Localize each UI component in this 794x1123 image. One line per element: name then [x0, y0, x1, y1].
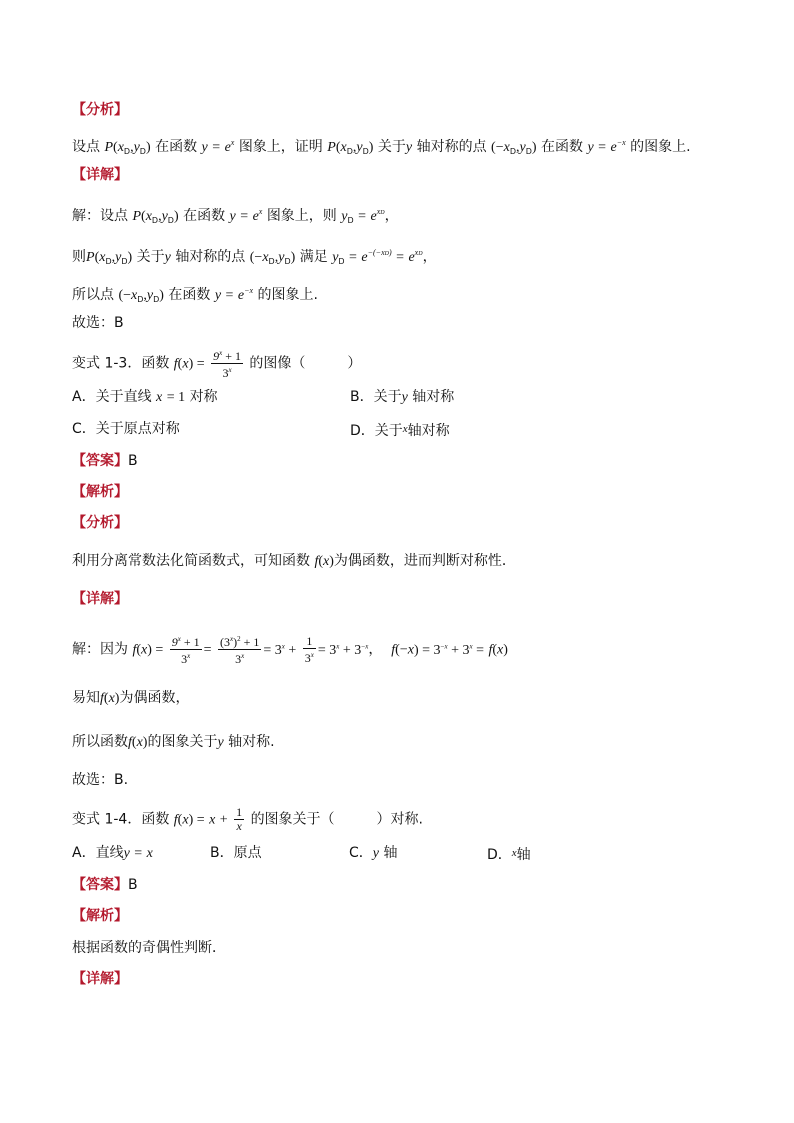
choice-line-1-3: 故选：B.: [72, 772, 129, 788]
detail-tag-1: 【详解】: [72, 167, 128, 183]
analysis-text-1: 设点 $P(x_D,y_D)$ 在函数 $y = e^x$ 图象上，证明 $P(x_D,y_D)$ 关于y 轴对称的点 $(-x_D,y_D)$ 在函数 $y = e^{-x}$ 的图象上.: [72, 138, 691, 156]
option-1-4-b: B．原点: [210, 845, 262, 861]
analysis-text-1-4: 根据函数的奇偶性判断．: [72, 940, 226, 956]
option-c: C．关于原点对称: [72, 421, 180, 437]
detail-tag-1-4: 【详解】: [72, 971, 128, 987]
solution-line-1-3: 解：因为 f(x) = $\frac{9^x + 1}{3^x}$ = $\frac{(3^x)^2 + 1}{3^x}$ = $3^x$ + $\frac{1}{3^x}$ = $3^x + 3^{-x}$， $f(-x) = 3^{-x} + 3^x = f(x)$: [72, 633, 508, 667]
choice-line-1: 故选：B: [72, 315, 124, 331]
jiexi-tag-1-3: 【解析】: [72, 484, 128, 500]
even-line: 易知f(x)为偶函数，: [72, 690, 190, 706]
solution-line-3: 所以点 $(-x_D,y_D)$ 在函数 $y = e^{-x}$ 的图象上.: [72, 286, 318, 304]
solution-line-2: 则$P(x_D,y_D)$ 关于y 轴对称的点 $(-x_D,y_D)$ 满足 $y_D = e^{-(-xD)} = e^{xD}$，: [72, 248, 437, 266]
option-d: D．关于$^x$轴对称: [350, 423, 450, 439]
option-b: B．关于y 轴对称: [350, 389, 455, 405]
jiexi-tag-1-4: 【解析】: [72, 908, 128, 924]
option-a: A．关于直线 x = 1 对称: [72, 389, 218, 405]
option-1-4-c: C．y 轴: [349, 845, 398, 861]
answer-line-1-3: 【答案】B: [72, 453, 138, 469]
analysis-tag-1: 【分析】: [72, 102, 128, 118]
option-1-4-d: D．$^x$轴: [487, 847, 531, 863]
solution-line-1: 解：设点 $P(x_D,y_D)$ 在函数 $y = e^x$ 图象上，则 $y_D = e^{xD}$，: [72, 207, 399, 225]
symmetry-line: 所以函数f(x)的图象关于y 轴对称.: [72, 734, 275, 750]
analysis-text-1-3: 利用分离常数法化简函数式，可知函数 f(x)为偶函数，进而判断对称性．: [72, 553, 516, 569]
analysis-tag-1-3: 【分析】: [72, 515, 128, 531]
question-1-3: 变式 1-3．函数 f(x) = $\frac{9^x + 1}{3^x}$ 的图像（ ）: [72, 349, 362, 380]
question-1-4: 变式 1-4．函数 f(x) = x + $\frac{1}{x}$ 的图象关于（ ）对称.: [72, 805, 424, 833]
answer-line-1-4: 【答案】B: [72, 877, 138, 893]
option-1-4-a: A．直线y = x: [72, 845, 153, 861]
detail-tag-1-3: 【详解】: [72, 591, 128, 607]
